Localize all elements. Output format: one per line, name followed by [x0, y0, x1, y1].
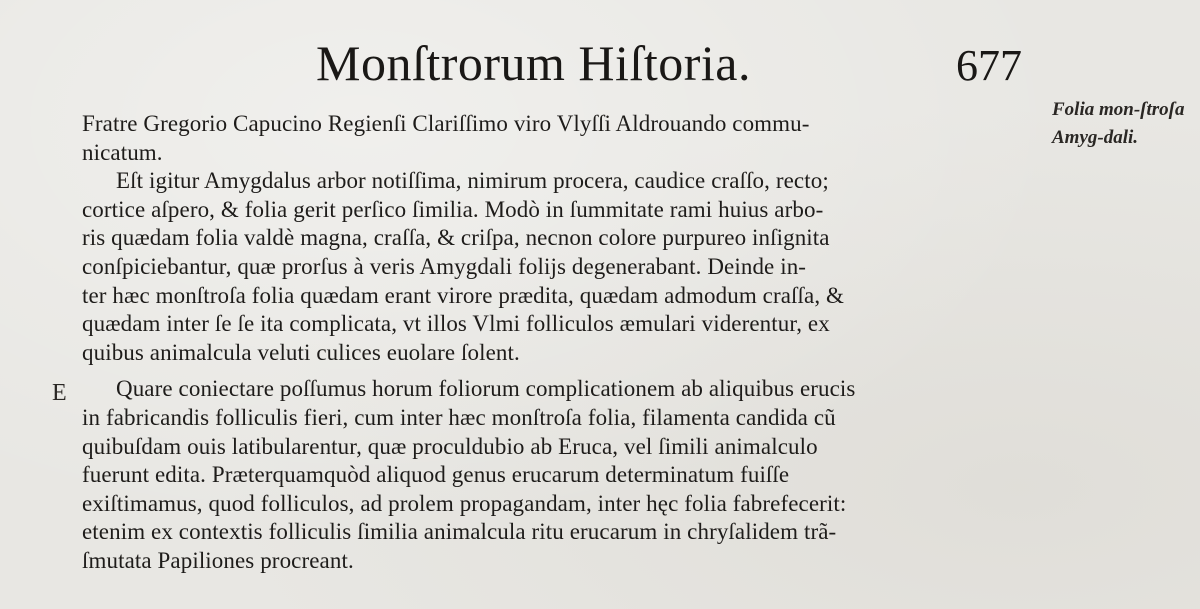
text-line: fuerunt edita. Præterquamquòd aliquod genus erucarum determinatum fuiſſe [82, 462, 790, 488]
paragraph-3 [82, 375, 1040, 575]
margin-letter: E [52, 380, 67, 406]
text-line: in fabricandis folliculis fieri, cum inter hæc monſtroſa folia, filamenta candida cũ [82, 404, 836, 430]
text-line: quibuſdam ouis latibularentur, quæ proculdubio ab Eruca, vel ſimili animalculo [82, 433, 818, 459]
text-line: exiſtimamus, quod folliculos, ad prolem propagandam, inter hęc folia fabrefecerit: [82, 490, 847, 516]
page-number: 677 [956, 41, 1022, 90]
text-line: ris quædam folia valdè magna, craſſa, & criſpa, necnon colore purpureo inſignita [82, 225, 830, 251]
text-line: quædam inter ſe ſe ita complicata, vt illos Vlmi folliculos æmulari viderentur, ex [82, 311, 830, 337]
text-line: Fratre Gregorio Capucino Regienſi Clariſſimo viro Vlyſſi Aldrouando commu- [82, 111, 810, 136]
paragraph-1 [82, 110, 1040, 167]
running-head: Monſtrorum Hiſtoria. [316, 35, 751, 91]
text-line: Quare coniectare poſſumus horum foliorum complicationem ab aliquibus erucis [116, 376, 856, 402]
text-line: quibus animalcula veluti culices euolare ſolent. [82, 339, 520, 365]
paragraph-2 [82, 167, 1040, 367]
paragraph-gap [82, 367, 1040, 375]
text-line: nicatum. [82, 139, 163, 165]
text-line: ter hæc monſtroſa folia quædam erant virore prædita, quædam admodum craſſa, & [82, 282, 845, 308]
text-line: etenim ex contextis folliculis ſimilia animalcula ritu erucarum in chryſalidem trã- [82, 519, 837, 545]
margin-note: Folia mon-ſtroſa Amyg-dali. [1052, 99, 1185, 148]
text-line: Eſt igitur Amygdalus arbor notiſſima, nimirum procera, caudice craſſo, recto; [116, 168, 829, 194]
text-line: ſmutata Papiliones procreant. [82, 547, 354, 573]
body-text [82, 110, 1040, 576]
text-line: conſpiciebantur, quæ prorſus à veris Amygdali folijs degenerabant. Deinde in- [82, 253, 807, 279]
text-line: cortice aſpero, & folia gerit perſico ſimilia. Modò in ſummitate rami huius arbo- [82, 196, 824, 222]
